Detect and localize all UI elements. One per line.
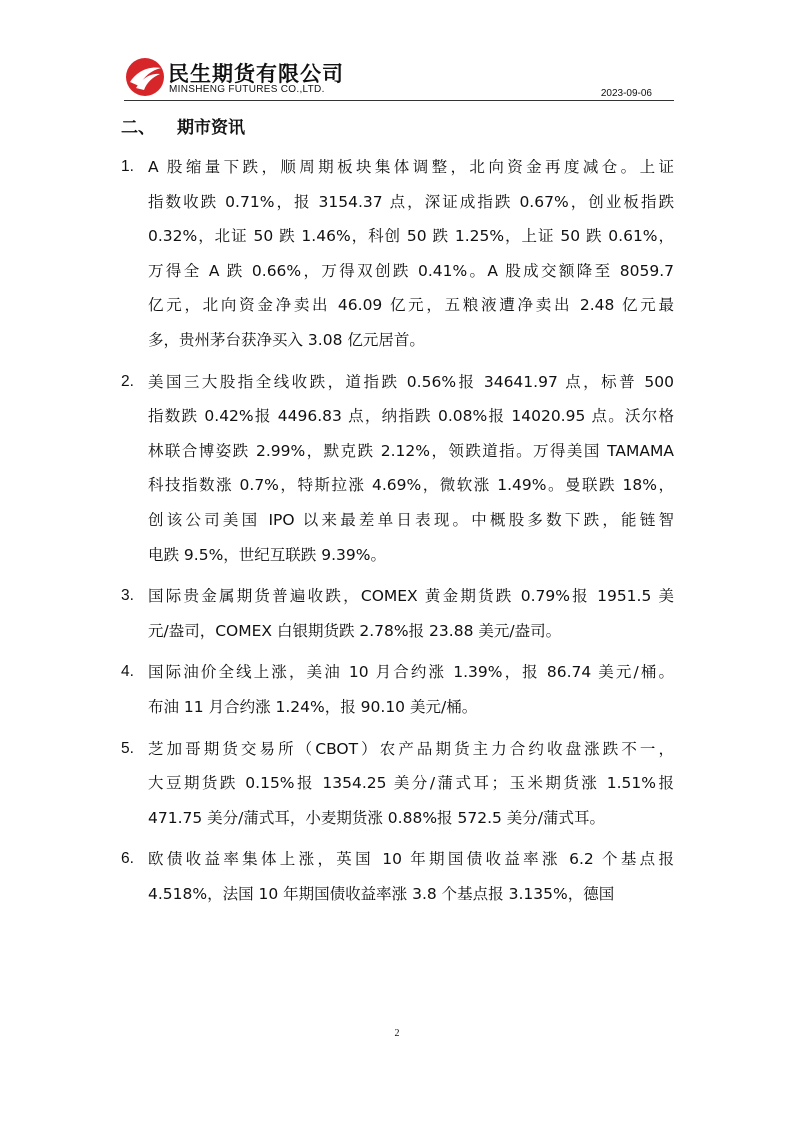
- page-number: 2: [394, 1028, 400, 1039]
- news-item-line: 美国三大股指全线收跌，道指跌 0.56%报 34641.97 点，标普 500: [148, 372, 674, 391]
- news-item-index: 2.: [121, 372, 134, 390]
- news-item-line: 指数收跌 0.71%，报 3154.37 点，深证成指跌 0.67%，创业板指跌: [148, 192, 674, 211]
- news-item-line: 指数跌 0.42%报 4496.83 点，纳指跌 0.08%报 14020.95 点。沃尔格: [148, 407, 674, 426]
- news-item-line: 亿元，北向资金净卖出 46.09 亿元，五粮液遭净卖出 2.48 亿元最: [148, 296, 674, 315]
- news-item-line: 科技指数涨 0.7%，特斯拉涨 4.69%，微软涨 1.49%。曼联跌 18%，: [148, 476, 674, 495]
- minsheng-logo-icon: [124, 56, 166, 98]
- news-item: [121, 842, 681, 911]
- news-item-line: 芝加哥期货交易所（CBOT）农产品期货主力合约收盘涨跌不一，: [148, 739, 674, 758]
- news-item-line: A 股缩量下跌，顺周期板块集体调整，北向资金再度减仓。上证: [148, 158, 674, 176]
- news-item-line: 国际贵金属期货普遍收跌，COMEX 黄金期货跌 0.79%报 1951.5 美: [148, 587, 674, 606]
- news-item-index: 5.: [121, 739, 134, 757]
- news-item-line: 国际油价全线上涨，美油 10 月合约涨 1.39%，报 86.74 美元/桶。: [148, 663, 674, 682]
- news-item: [121, 150, 681, 358]
- news-item-line: 创该公司美国 IPO 以来最差单日表现。中概股多数下跌，能链智: [148, 510, 674, 529]
- news-item-line: 471.75 美分/蒲式耳，小麦期货涨 0.88%报 572.5 美分/蒲式耳。: [148, 808, 606, 827]
- news-item-line: 万得全 A 跌 0.66%，万得双创跌 0.41%。A 股成交额降至 8059.7: [148, 261, 674, 280]
- header-divider: [124, 100, 674, 101]
- news-item-index: 6.: [121, 850, 134, 868]
- news-item: [121, 579, 681, 648]
- news-item-line: 4.518%，法国 10 年期国债收益率涨 3.8 个基点报 3.135%，德国: [148, 884, 615, 903]
- news-item-index: 1.: [121, 158, 134, 175]
- page-header: [124, 56, 674, 102]
- news-item: [121, 732, 681, 836]
- news-item-line: 0.32%，北证 50 跌 1.46%，科创 50 跌 1.25%，上证 50 跌 0.61%，: [148, 227, 674, 246]
- news-list: [121, 150, 681, 918]
- company-name-en: MINSHENG FUTURES CO.,LTD.: [169, 84, 325, 95]
- news-item-index: 3.: [121, 587, 134, 605]
- news-item: [121, 655, 681, 724]
- company-name-cn: 民生期货有限公司: [168, 62, 344, 86]
- news-item-line: 多，贵州茅台获净买入 3.08 亿元居首。: [148, 330, 425, 349]
- news-item-line: 元/盎司，COMEX 白银期货跌 2.78%报 23.88 美元/盎司。: [148, 621, 562, 640]
- news-item-line: 欧债收益率集体上涨，英国 10 年期国债收益率涨 6.2 个基点报: [148, 850, 674, 869]
- section-title: 期市资讯: [177, 118, 245, 138]
- report-date: 2023-09-06: [600, 88, 652, 99]
- section-number: 二、: [121, 118, 155, 138]
- news-item-line: 电跌 9.5%，世纪互联跌 9.39%。: [148, 545, 386, 564]
- section-heading: [121, 113, 245, 138]
- news-item-line: 大豆期货跌 0.15%报 1354.25 美分/蒲式耳；玉米期货涨 1.51%报: [148, 774, 674, 793]
- news-item-line: 林联合博姿跌 2.99%，默克跌 2.12%，领跌道指。万得美国 TAMAMA: [148, 441, 674, 460]
- news-item-index: 4.: [121, 663, 134, 681]
- news-item-line: 布油 11 月合约涨 1.24%，报 90.10 美元/桶。: [148, 697, 478, 716]
- news-item: [121, 365, 681, 573]
